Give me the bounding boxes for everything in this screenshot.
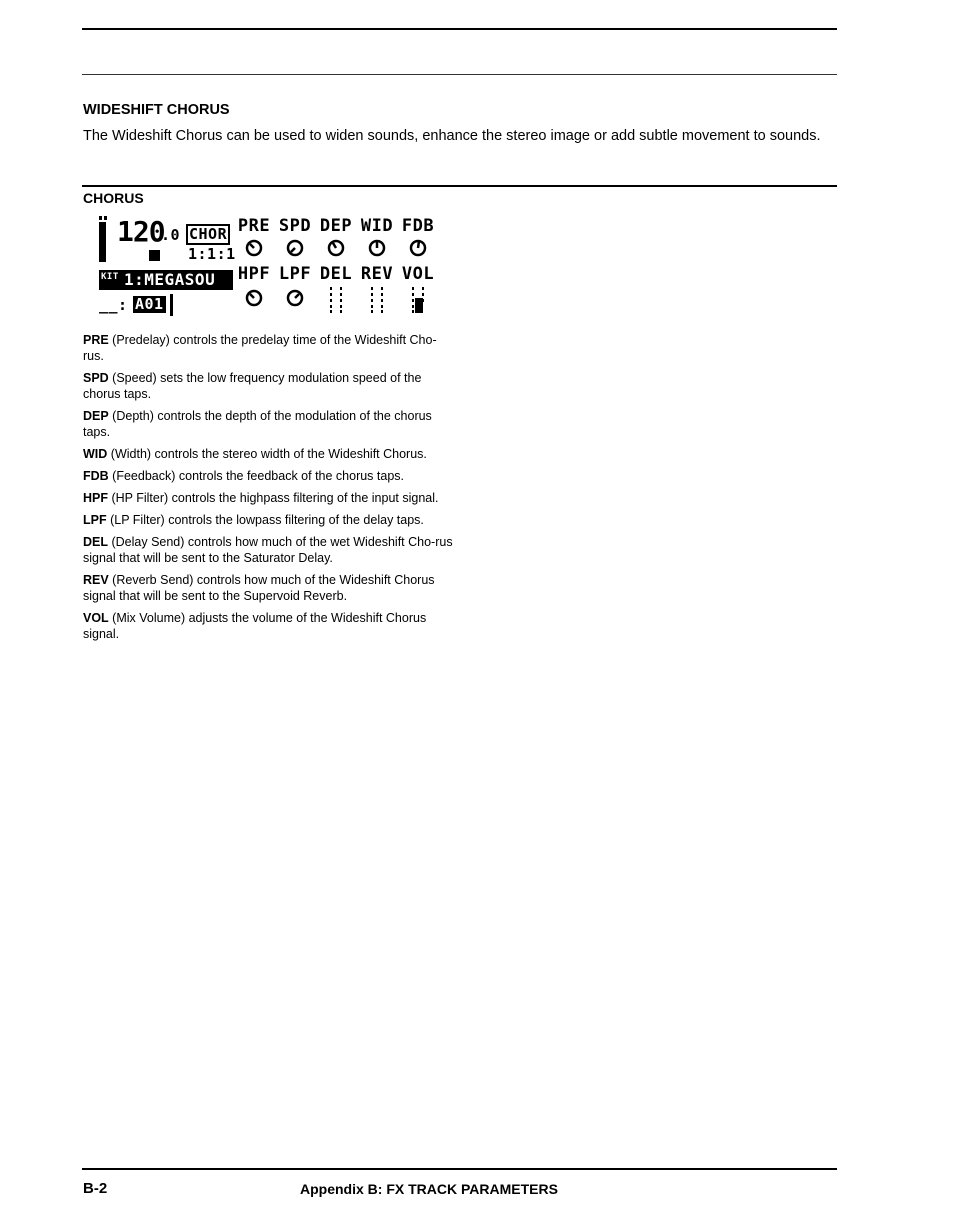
param-wid: WID (Width) controls the stereo width of the Wideshift Chorus.: [83, 447, 427, 461]
param-lpf: LPF (LP Filter) controls the lowpass filtering of the delay taps.: [83, 513, 424, 527]
knob-icon: [409, 239, 427, 257]
lcd-param-pre: PRE: [237, 216, 271, 236]
lcd-param-rev: REV: [360, 264, 394, 284]
lcd-screen: [97, 216, 437, 318]
lcd-param-dep: DEP: [319, 216, 353, 236]
param-pre: PRE (Predelay) controls the predelay time of the Wideshift Cho-rus.: [83, 333, 437, 363]
param-spd: SPD (Speed) sets the low frequency modulation speed of the chorus taps.: [83, 371, 422, 401]
kit-tag: KIT: [101, 272, 119, 282]
lcd-param-lpf: LPF: [278, 264, 312, 284]
param-fdb: FDB (Feedback) controls the feedback of the chorus taps.: [83, 469, 405, 483]
footer-rule: [82, 1168, 837, 1170]
param-del: DEL (Delay Send) controls how much of the wet Wideshift Cho-rus signal that will be sent to the Saturator Delay.: [83, 535, 453, 565]
section-title: WIDESHIFT CHORUS: [83, 102, 230, 118]
lcd-param-vol: VOL: [401, 264, 435, 284]
song-position: 1:1:1: [188, 245, 236, 263]
param-dep: DEP (Depth) controls the depth of the modulation of the chorus taps.: [83, 409, 432, 439]
pattern-cursor: [170, 294, 173, 316]
fx-label: CHOR: [186, 224, 230, 245]
header-rule: [82, 74, 837, 75]
subsection-title: CHORUS: [83, 190, 144, 206]
top-rule: [82, 28, 837, 30]
section-intro: The Wideshift Chorus can be used to widen sounds, enhance the stereo image or add subtle movement to sounds.: [83, 128, 821, 144]
knob-icon: [368, 239, 386, 257]
level-bar-icon: [411, 287, 425, 313]
level-meter: [99, 222, 106, 262]
knob-icon: [327, 239, 345, 257]
pattern-id: A01: [135, 295, 164, 313]
dotted-bar-icon: [370, 287, 384, 313]
param-hpf: HPF (HP Filter) controls the highpass filtering of the input signal.: [83, 491, 439, 505]
knob-icon: [245, 239, 263, 257]
page-number: B-2: [83, 1180, 108, 1197]
lcd-param-spd: SPD: [278, 216, 312, 236]
lcd-param-wid: WID: [360, 216, 394, 236]
tempo-decimal: .0: [161, 226, 181, 244]
footer-title: Appendix B: FX TRACK PARAMETERS: [300, 1181, 558, 1197]
knob-icon: [286, 239, 304, 257]
kit-name: 1:MEGASOU: [124, 270, 216, 289]
meter-dots: [99, 216, 107, 220]
lcd-param-hpf: HPF: [237, 264, 271, 284]
knob-icon: [286, 289, 304, 307]
dotted-bar-icon: [329, 287, 343, 313]
stop-icon: [149, 250, 160, 261]
parameter-list: [83, 332, 453, 648]
param-vol: VOL (Mix Volume) adjusts the volume of the Wideshift Chorus signal.: [83, 611, 427, 641]
pattern-prefix: __:: [99, 296, 128, 314]
param-rev: REV (Reverb Send) controls how much of the Wideshift Chorus signal that will be sent to the Supervoid Reverb.: [83, 573, 435, 603]
lcd-param-fdb: FDB: [401, 216, 435, 236]
knob-icon: [245, 289, 263, 307]
tempo-value: 120: [117, 215, 165, 248]
section-rule: [82, 185, 837, 187]
lcd-param-del: DEL: [319, 264, 353, 284]
